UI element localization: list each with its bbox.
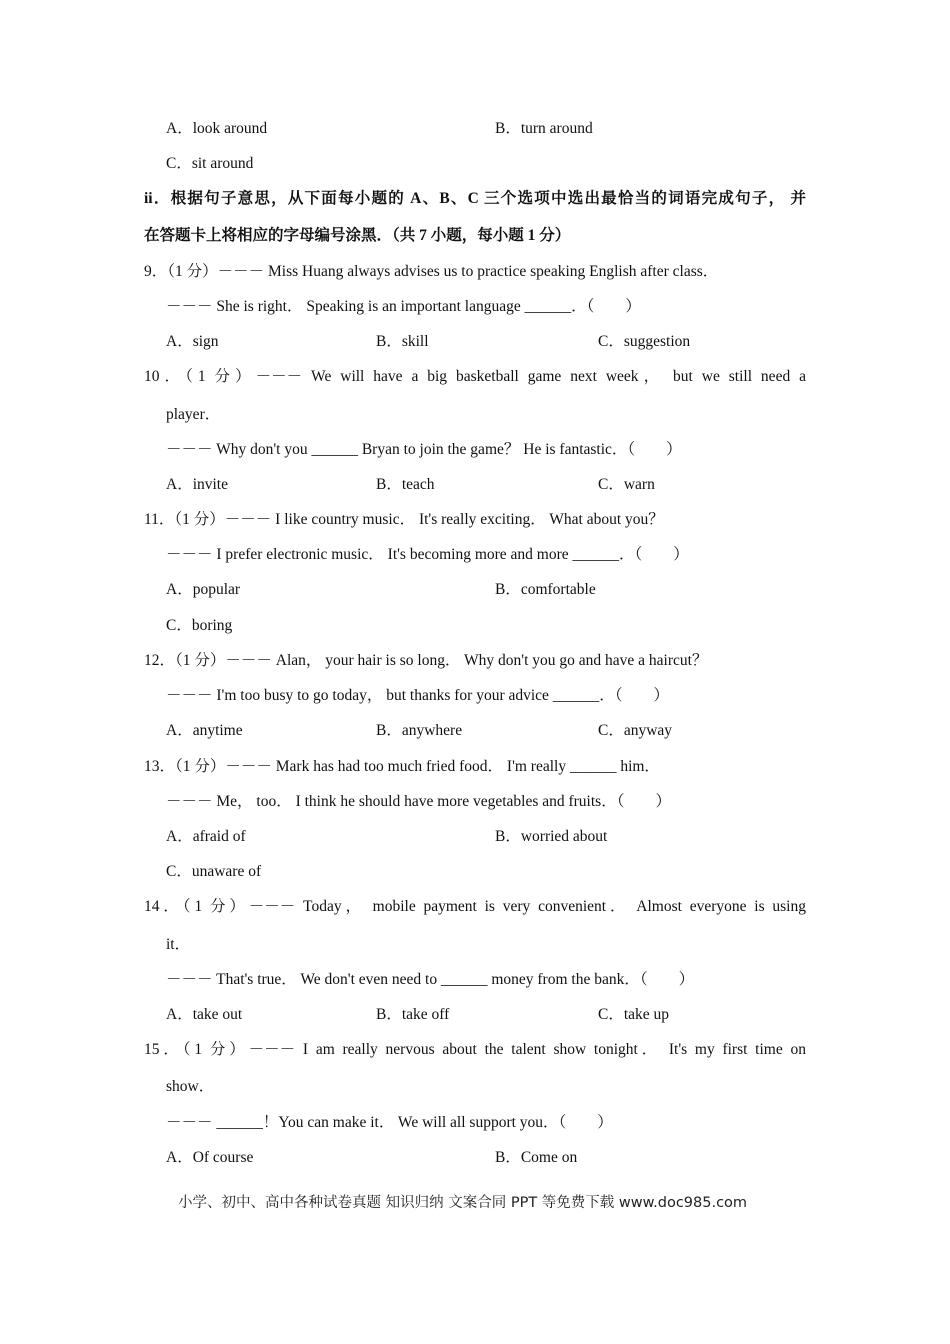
q12-option-a: A．anytime bbox=[166, 722, 243, 739]
q8-option-c: C．sit around bbox=[166, 155, 254, 172]
footer-watermark-text: 小学、初中、高中各种试卷真题 知识归纳 文案合同 PPT 等免费下载 www.doc985.com bbox=[178, 1195, 748, 1211]
q13-option-a: A．afraid of bbox=[166, 828, 246, 845]
section-heading-line2: 在答题卡上将相应的字母编号涂黑．（共 7 小题，每小题 1 分） bbox=[144, 227, 571, 244]
q12-option-b: B．anywhere bbox=[376, 722, 463, 739]
q8-option-a: A．look around bbox=[166, 120, 268, 137]
q12-option-c: C．anyway bbox=[598, 722, 673, 739]
q14-stem-continued: it． bbox=[166, 936, 191, 953]
q15-stem-continued: show． bbox=[166, 1078, 215, 1095]
q13-stem: 13．（1 分）－－－ Mark has had too much fried food． I'm really ______ him． bbox=[144, 758, 660, 775]
q10-response: －－－ Why don't you ______ Bryan to join the game？ He is fantastic．（ ） bbox=[166, 441, 682, 458]
q9-stem: 9．（1 分）－－－ Miss Huang always advises us to practice speaking English after class． bbox=[144, 263, 719, 280]
q11-option-a: A．popular bbox=[166, 581, 241, 598]
q15-response: －－－ ______！You can make it． We will all support you．（ ） bbox=[166, 1114, 613, 1131]
q10-stem: 10．（1 分）－－－ We will have a big basketball game next week， but we still need a bbox=[144, 368, 806, 385]
q14-option-b: B．take off bbox=[376, 1006, 450, 1023]
q9-option-c: C．suggestion bbox=[598, 333, 691, 350]
q8-option-b: B．turn around bbox=[495, 120, 593, 137]
q15-stem: 15．（1 分）－－－ I am really nervous about the talent show tonight． It's my first time on bbox=[144, 1041, 806, 1058]
q14-response: －－－ That's true． We don't even need to ______ money from the bank．（ ） bbox=[166, 971, 695, 988]
q12-response: －－－ I'm too busy to go today， but thanks for your advice ______．（ ） bbox=[166, 687, 670, 704]
q9-response: －－－ She is right． Speaking is an important language ______．（ ） bbox=[166, 298, 641, 315]
q11-response: －－－ I prefer electronic music． It's becoming more and more ______．（ ） bbox=[166, 546, 689, 563]
q15-option-b: B．Come on bbox=[495, 1149, 578, 1166]
q10-option-c: C．warn bbox=[598, 476, 655, 493]
q14-stem: 14．（1 分）－－－ Today， mobile payment is very convenient． Almost everyone is using bbox=[144, 898, 806, 915]
q13-response: －－－ Me， too． I think he should have more vegetables and fruits．（ ） bbox=[166, 793, 671, 810]
q14-option-c: C．take up bbox=[598, 1006, 670, 1023]
q15-option-a: A．Of course bbox=[166, 1149, 254, 1166]
q10-option-b: B．teach bbox=[376, 476, 435, 493]
q10-stem-continued: player． bbox=[166, 406, 221, 423]
q11-option-b: B．comfortable bbox=[495, 581, 596, 598]
q10-option-a: A．invite bbox=[166, 476, 228, 493]
q9-option-b: B．skill bbox=[376, 333, 429, 350]
q11-stem: 11．（1 分）－－－ I like country music． It's really exciting． What about you？ bbox=[144, 511, 664, 528]
q14-option-a: A．take out bbox=[166, 1006, 243, 1023]
q13-option-b: B．worried about bbox=[495, 828, 608, 845]
section-heading-line1: ii．根据句子意思，从下面每小题的 A、B、C 三个选项中选出最恰当的词语完成句子， 并 bbox=[144, 190, 806, 207]
q11-option-c: C．boring bbox=[166, 617, 233, 634]
q12-stem: 12．（1 分）－－－ Alan， your hair is so long． Why don't you go and have a haircut？ bbox=[144, 652, 708, 669]
q13-option-c: C．unaware of bbox=[166, 863, 262, 880]
q9-option-a: A．sign bbox=[166, 333, 219, 350]
